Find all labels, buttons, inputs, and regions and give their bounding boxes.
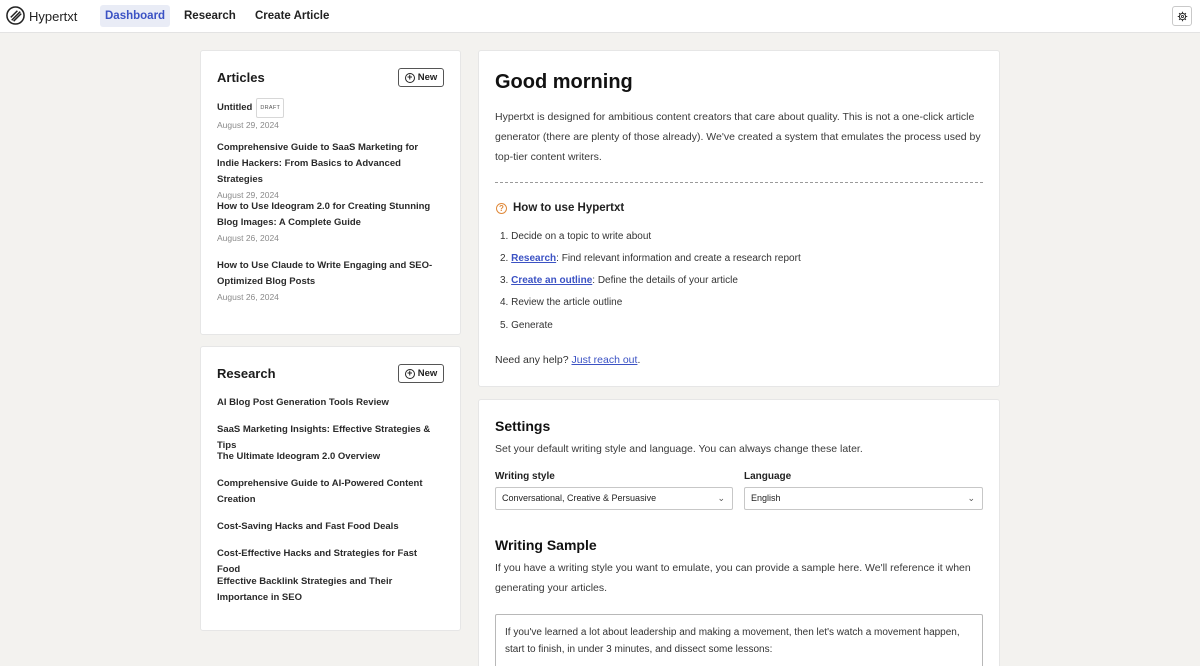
research-item[interactable]: AI Blog Post Generation Tools Review bbox=[217, 397, 389, 408]
hypertxt-logo-icon[interactable] bbox=[6, 6, 25, 25]
gear-icon bbox=[1177, 11, 1188, 22]
step-3-text: : Define the details of your article bbox=[592, 275, 738, 286]
create-outline-link[interactable]: Create an outline bbox=[511, 275, 593, 286]
settings-button[interactable] bbox=[1172, 6, 1192, 26]
step-5: 5. Generate bbox=[500, 320, 553, 331]
howto-title: How to use Hypertxt bbox=[513, 202, 625, 214]
article-date: August 29, 2024 bbox=[217, 190, 279, 200]
research-item[interactable]: Cost-Saving Hacks and Fast Food Deals bbox=[217, 521, 399, 532]
settings-card bbox=[478, 399, 1000, 666]
research-item[interactable]: Effective Backlink Strategies and Their Importance in SEO bbox=[217, 576, 393, 603]
article-title: How to Use Ideogram 2.0 for Creating Stunning Blog Images: A Complete Guide bbox=[217, 201, 431, 228]
writing-style-label: Writing style bbox=[495, 471, 555, 482]
writing-sample-textarea[interactable]: If you've learned a lot about leadership and making a movement, then let's watch a movement happen, start to finish, in under 3 minutes, and dissect some lessons: bbox=[495, 614, 983, 666]
article-title: How to Use Claude to Write Engaging and SEO-Optimized Blog Posts bbox=[217, 260, 433, 287]
article-date: August 26, 2024 bbox=[217, 292, 279, 302]
writing-sample-description: If you have a writing style you want to emulate, you can provide a sample here. We'll reference it when generating your articles. bbox=[495, 562, 971, 594]
question-circle-icon: ? bbox=[496, 203, 507, 214]
brand-name[interactable]: Hypertxt bbox=[29, 9, 78, 24]
research-link[interactable]: Research bbox=[511, 253, 557, 264]
step-3 bbox=[500, 274, 738, 288]
research-item[interactable]: The Ultimate Ideogram 2.0 Overview bbox=[217, 451, 381, 462]
step-1: 1. Decide on a topic to write about bbox=[500, 231, 652, 242]
step-number: 2. bbox=[500, 253, 509, 264]
welcome-card bbox=[478, 50, 1000, 387]
research-item[interactable]: Cost-Effective Hacks and Strategies for Fast Food bbox=[217, 548, 418, 575]
language-label: Language bbox=[744, 471, 792, 482]
new-research-button[interactable] bbox=[398, 364, 444, 383]
language-value: English bbox=[751, 493, 781, 503]
article-item[interactable] bbox=[217, 258, 437, 303]
article-title: Untitled bbox=[217, 102, 253, 113]
writing-sample-title: Writing Sample bbox=[495, 537, 597, 553]
plus-circle-icon: + bbox=[405, 73, 415, 83]
nav-dashboard[interactable]: Dashboard bbox=[100, 5, 170, 27]
article-date: August 29, 2024 bbox=[217, 120, 279, 130]
new-article-button[interactable] bbox=[398, 68, 444, 87]
article-title: Comprehensive Guide to SaaS Marketing for Indie Hackers: From Basics to Advanced Strategies bbox=[217, 142, 419, 185]
settings-title: Settings bbox=[495, 418, 551, 434]
research-item[interactable]: Comprehensive Guide to AI-Powered Content Creation bbox=[217, 478, 423, 505]
step-2-text: : Find relevant information and create a research report bbox=[556, 253, 801, 264]
article-date: August 26, 2024 bbox=[217, 233, 279, 243]
nav-research[interactable]: Research bbox=[184, 10, 236, 22]
chevron-down-icon: ⌄ bbox=[967, 493, 975, 503]
research-title: Research bbox=[217, 366, 276, 381]
greeting-heading: Good morning bbox=[495, 71, 633, 93]
research-item[interactable]: SaaS Marketing Insights: Effective Strategies & Tips bbox=[217, 424, 431, 451]
step-2 bbox=[500, 252, 801, 266]
article-item[interactable] bbox=[217, 98, 437, 131]
reach-out-link[interactable]: Just reach out bbox=[571, 354, 638, 366]
help-suffix: . bbox=[637, 354, 641, 366]
writing-style-select[interactable] bbox=[495, 487, 733, 510]
articles-card bbox=[200, 50, 461, 335]
writing-style-value: Conversational, Creative & Persuasive bbox=[502, 493, 657, 503]
top-navigation-bar bbox=[0, 0, 1200, 33]
research-card bbox=[200, 346, 461, 631]
plus-circle-icon: + bbox=[405, 369, 415, 379]
new-article-label: New bbox=[417, 72, 438, 83]
section-divider bbox=[495, 182, 983, 183]
chevron-down-icon: ⌄ bbox=[717, 493, 725, 503]
help-line bbox=[495, 353, 640, 367]
draft-badge: DRAFT bbox=[256, 98, 284, 118]
nav-create-article[interactable]: Create Article bbox=[255, 10, 330, 22]
help-prefix: Need any help? bbox=[495, 354, 569, 366]
settings-description: Set your default writing style and language. You can always change these later. bbox=[495, 443, 863, 455]
language-select[interactable] bbox=[744, 487, 983, 510]
article-item[interactable] bbox=[217, 140, 437, 201]
step-4: 4. Review the article outline bbox=[500, 297, 623, 308]
intro-text: Hypertxt is designed for ambitious content creators that care about quality. This is not a one-click article generator (there are plenty of those already). We've created a system that emulates the process used by top-tier content writers. bbox=[495, 111, 981, 163]
article-item[interactable] bbox=[217, 199, 437, 244]
step-number: 3. bbox=[500, 275, 509, 286]
new-research-label: New bbox=[417, 368, 438, 379]
articles-title: Articles bbox=[217, 70, 265, 85]
